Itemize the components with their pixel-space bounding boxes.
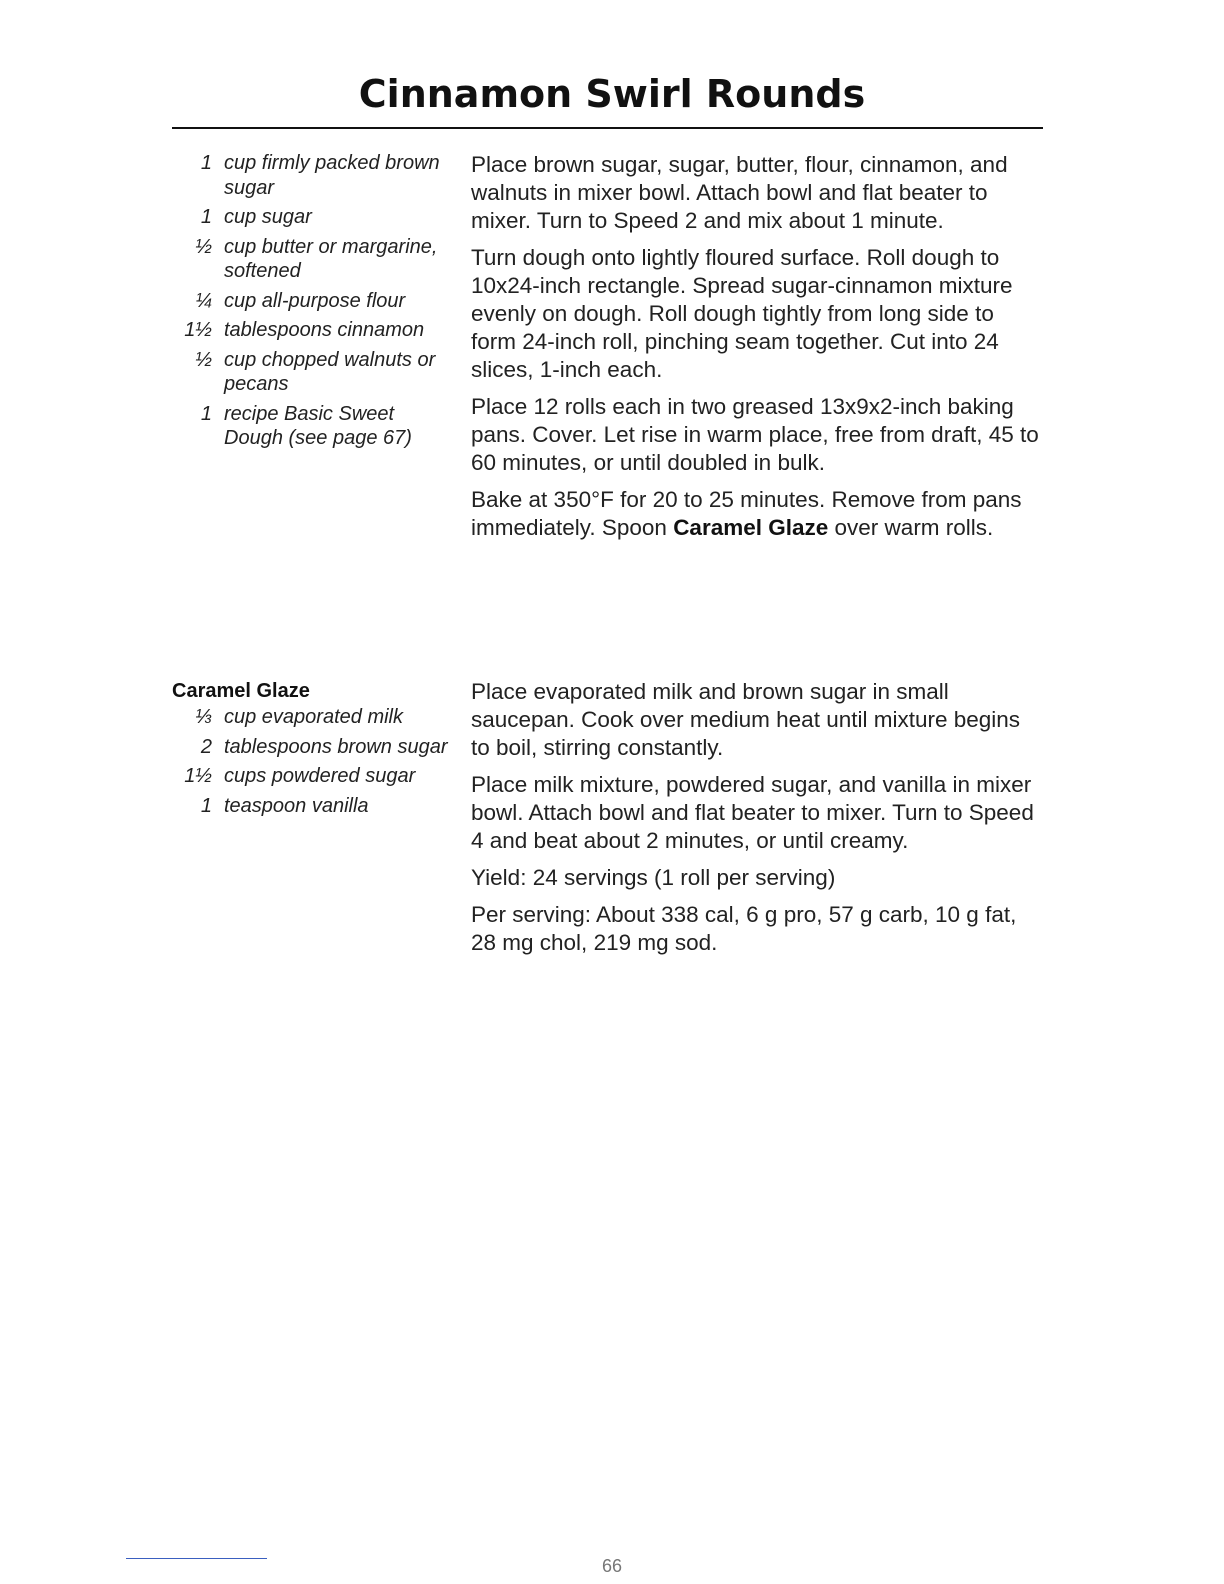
ingredient-qty: 1 (200, 152, 212, 174)
direction-paragraph: Place 12 rolls each in two greased 13x9x2-inch baking pans. Cover. Let rise in warm place, free from draft, 45 to 60 minutes, or until doubled in bulk. (471, 394, 1039, 475)
ingredient-desc: cup butter or margarine, softened (224, 235, 438, 282)
ingredient-item (172, 348, 457, 397)
yield-text: Yield: 24 servings (1 roll per serving) (471, 865, 836, 890)
ingredient-desc: cup evaporated milk (224, 706, 403, 728)
ingredient-item (172, 289, 457, 314)
ingredient-qty: 2 (200, 735, 212, 758)
title-rule (172, 127, 1043, 129)
direction-paragraph: Place evaporated milk and brown sugar in small saucepan. Cook over medium heat until mixture begins to boil, stirring constantly. (471, 679, 1021, 760)
ingredient-item (172, 735, 457, 760)
ingredient-item (172, 151, 457, 200)
direction-text: Bake at 350°F for 20 to 25 minutes. Remove from pans immediately. Spoon (471, 487, 1022, 540)
ingredient-qty: ½ (195, 235, 212, 258)
ingredient-qty: 1 (200, 206, 212, 228)
direction-paragraph (471, 486, 1041, 542)
rolls-directions (471, 151, 1041, 551)
page-number: 66 (601, 1556, 623, 1576)
ingredient-item (172, 402, 457, 451)
nutrition-text: Per serving: About 338 cal, 6 g pro, 57 g carb, 10 g fat, 28 mg chol, 219 mg sod. (471, 902, 1017, 955)
ingredient-desc: tablespoons brown sugar (224, 735, 448, 758)
ingredient-item (172, 205, 457, 230)
ingredient-qty: 1 (200, 402, 212, 425)
ingredient-item (172, 705, 457, 730)
ingredient-desc: cup firmly packed brown sugar (224, 152, 440, 199)
ingredient-item (172, 794, 457, 819)
ingredient-desc: cups powdered sugar (224, 765, 416, 787)
ingredient-desc: tablespoons cinnamon (224, 319, 425, 341)
ingredient-item (172, 235, 457, 284)
ingredient-qty: ½ (195, 348, 212, 371)
ingredient-desc: teaspoon vanilla (224, 794, 369, 817)
direction-paragraph: Place milk mixture, powdered sugar, and vanilla in mixer bowl. Attach bowl and flat beater to mixer. Turn to Speed 4 and beat about 2 minutes, or until creamy. (471, 772, 1034, 853)
ingredient-qty: 1½ (184, 765, 212, 787)
ingredient-qty: ¼ (195, 289, 212, 312)
glaze-heading: Caramel Glaze (172, 680, 310, 702)
direction-text: over warm rolls. (828, 515, 994, 540)
page-title: Cinnamon Swirl Rounds (358, 72, 866, 116)
ingredient-qty: 1 (200, 794, 212, 817)
ingredient-desc: cup all-purpose flour (224, 289, 406, 312)
rolls-ingredient-list (172, 151, 457, 456)
ingredient-qty: 1½ (184, 319, 212, 341)
ingredient-desc: cup sugar (224, 206, 312, 228)
glaze-ingredient-list (172, 679, 457, 823)
glaze-directions (471, 678, 1041, 966)
ingredient-item (172, 318, 457, 343)
direction-paragraph: Place brown sugar, sugar, butter, flour, cinnamon, and walnuts in mixer bowl. Attach bowl and flat beater to mixer. Turn to Speed 2 and mix about 1 minute. (471, 152, 1008, 233)
ingredient-desc: recipe Basic Sweet Dough (see page 67) (224, 402, 412, 449)
ingredient-item (172, 764, 457, 789)
glaze-reference: Caramel Glaze (673, 515, 829, 540)
ingredient-desc: cup chopped walnuts or pecans (224, 348, 436, 395)
direction-paragraph: Turn dough onto lightly floured surface. Roll dough to 10x24-inch rectangle. Spread sugar-cinnamon mixture evenly on dough. Roll dough tightly from long side to form 24-inch roll, pinching seam together. Cut into 24 slices, 1-inch each. (471, 245, 1013, 382)
ingredient-qty: ⅓ (195, 706, 212, 728)
